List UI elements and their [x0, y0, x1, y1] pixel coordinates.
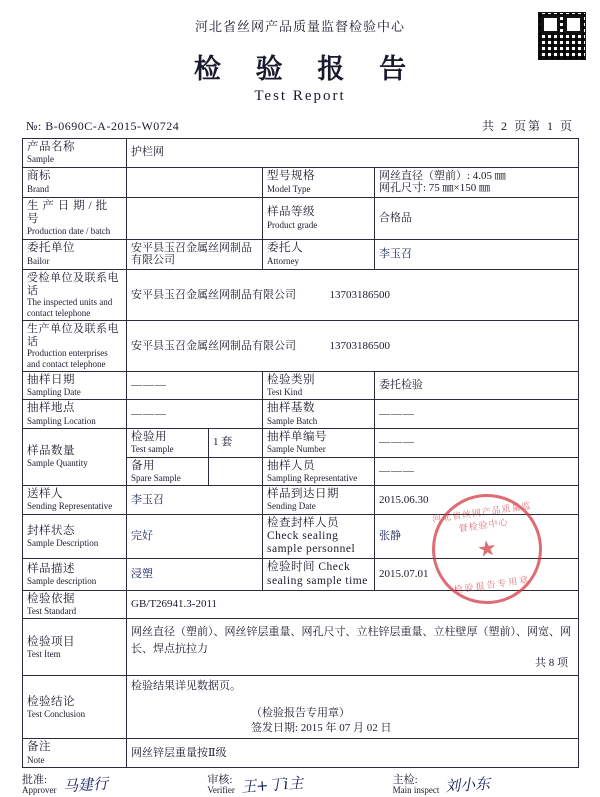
value-seal-personnel: 张静 — [375, 514, 579, 559]
label-product-name: 产品名称 Sample — [23, 139, 127, 168]
value-sampling-representative: ——— — [375, 457, 579, 486]
value-spare-sample — [209, 457, 263, 486]
table-row — [23, 320, 579, 371]
table-row — [23, 514, 579, 559]
table-row — [23, 139, 579, 168]
inspected-unit-phone: 13703186500 — [329, 288, 390, 301]
label-test-item: 检验项目 Test Item — [23, 619, 127, 676]
value-note: 网丝锌层重量按Ⅱ级 — [127, 739, 579, 768]
signature-row — [22, 774, 578, 796]
value-sampling-date: ——— — [127, 371, 263, 400]
value-product-name: 护栏网 — [127, 139, 579, 168]
table-row — [23, 239, 579, 269]
page-title-en: Test Report — [254, 88, 346, 104]
label-sample-quantity: 样品数量 Sample Quantity — [23, 428, 127, 485]
label-test-standard: 检验依据 Test Standard — [23, 590, 127, 619]
value-sample-description: 浸塑 — [127, 559, 263, 590]
table-row — [23, 739, 579, 768]
report-meta — [22, 117, 578, 138]
label-sample-number: 抽样单编号 Sample Number — [263, 428, 375, 457]
test-item-count: 共 8 项 — [535, 657, 569, 670]
value-sample-batch: ——— — [375, 400, 579, 429]
table-row — [23, 676, 579, 739]
label-product-grade: 样品等级 Product grade — [263, 197, 375, 239]
table-row — [23, 167, 579, 197]
seal-top-text: 河北省丝网产品质量监督检验中心 — [431, 500, 533, 534]
inspected-unit-name: 安平县玉召金属丝网制品有限公司 — [131, 288, 296, 301]
label-bailor: 委托单位 Bailor — [23, 239, 127, 269]
value-production-date — [127, 197, 263, 239]
label-sampling-representative: 抽样人员 Sampling Representative — [263, 457, 375, 486]
label-sampling-date: 抽样日期 Sampling Date — [23, 371, 127, 400]
approver-signature: 马建行 — [61, 774, 109, 796]
label-producer: 生产单位及联系电话 Production enterprises and contact telephone — [23, 320, 127, 371]
table-row — [23, 400, 579, 429]
producer-phone: 13703186500 — [329, 339, 390, 352]
verifier-block — [207, 774, 392, 796]
label-model-type: 型号规格 Model Type — [263, 167, 375, 197]
label-sending-representative: 送样人 Sending Representative — [23, 486, 127, 515]
label-test-conclusion: 检验结论 Test Conclusion — [23, 676, 127, 739]
value-attorney: 李玉召 — [375, 239, 579, 269]
value-producer — [127, 320, 579, 371]
label-sampling-location: 抽样地点 Sampling Location — [23, 400, 127, 429]
page-count: 共 2 页第 1 页 — [481, 119, 574, 133]
value-sample-number: ——— — [375, 428, 579, 457]
value-sending-date: 2015.06.30 — [375, 486, 579, 515]
table-row — [23, 559, 579, 590]
label-note: 备注 Note — [23, 739, 127, 768]
conclusion-text: 检验结果详见数据页。 — [131, 680, 241, 693]
table-row — [23, 486, 579, 515]
label-sample-description: 样品描述 Sample description — [23, 559, 127, 590]
value-inspected-unit — [127, 269, 579, 320]
value-sampling-location: ——— — [127, 400, 263, 429]
value-test-sample: 1 套 — [209, 428, 263, 457]
main-inspector-block — [393, 774, 578, 796]
conclusion-seal-note: （检验报告专用章） — [251, 706, 350, 719]
star-icon: ★ — [475, 534, 499, 563]
label-verifier: 审核: Verifier — [207, 773, 235, 795]
label-brand: 商标 Brand — [23, 167, 127, 197]
label-spare-sample: 备用 Spare Sample — [127, 457, 209, 486]
table-row — [23, 371, 579, 400]
test-item-text: 网丝直径（塑前）、网丝锌层重量、网孔尺寸、立柱锌层重量、立柱壁厚（塑前）、网宽、网长、焊点抗拉力 — [131, 626, 571, 655]
producer-name: 安平县玉召金属丝网制品有限公司 — [131, 339, 296, 352]
seal-bottom-text: 检验报告专用章 — [453, 574, 531, 595]
table-row — [23, 197, 579, 239]
value-bailor: 安平县玉召金属丝网制品有限公司 — [127, 239, 263, 269]
value-test-standard: GB/T26941.3-2011 — [127, 590, 579, 619]
value-seal-status: 完好 — [127, 514, 263, 559]
value-brand — [127, 167, 263, 197]
label-test-kind: 检验类别 Test Kind — [263, 371, 375, 400]
value-product-grade: 合格品 — [375, 197, 579, 239]
table-row — [23, 619, 579, 676]
label-sample-batch: 抽样基数 Sample Batch — [263, 400, 375, 429]
value-test-item — [127, 619, 579, 676]
label-seal-personnel: 检查封样人员 Check sealing sample personnel — [263, 514, 375, 559]
label-sending-date: 样品到达日期 Sending Date — [263, 486, 375, 515]
table-row — [23, 590, 579, 619]
value-sending-representative: 李玉召 — [127, 486, 263, 515]
value-test-conclusion — [127, 676, 579, 739]
model-dimension-line: 网丝直径（塑前）: 4.05 ㎜ — [379, 169, 506, 182]
label-seal-time: 检验时间 Check sealing sample time — [263, 559, 375, 590]
approver-block — [22, 774, 207, 796]
report-number: №: B-0690C-A-2015-W0724 — [26, 119, 180, 133]
report-table — [22, 138, 579, 768]
model-mesh-line: 网孔尺寸: 75 ㎜×150 ㎜ — [379, 182, 491, 195]
label-inspected-unit: 受检单位及联系电话 The inspected units and contact telephone — [23, 269, 127, 320]
label-seal-status: 封样状态 Sample Description — [23, 514, 127, 559]
table-row — [23, 428, 579, 457]
qr-code-icon — [538, 12, 586, 60]
organization-name: 河北省丝网产品质量监督检验中心 — [194, 19, 405, 34]
conclusion-issue-date: 签发日期: 2015 年 07 月 02 日 — [251, 721, 392, 734]
value-test-kind: 委托检验 — [375, 371, 579, 400]
table-row — [23, 269, 579, 320]
label-approver: 批准: Approver — [22, 773, 57, 795]
verifier-signature: 王+丁i主 — [240, 773, 304, 797]
value-seal-time: 2015.07.01 — [375, 559, 579, 590]
label-attorney: 委托人 Attorney — [263, 239, 375, 269]
label-main-inspector: 主检: Main inspect — [392, 773, 440, 795]
label-production-date: 生 产 日 期 / 批 号 Production date / batch — [23, 197, 127, 239]
page-title: 检 验 报 告 — [193, 54, 421, 84]
main-inspector-signature: 刘小东 — [444, 774, 492, 796]
value-model-type — [375, 167, 579, 197]
label-test-sample: 检验用 Test sample — [127, 428, 209, 457]
